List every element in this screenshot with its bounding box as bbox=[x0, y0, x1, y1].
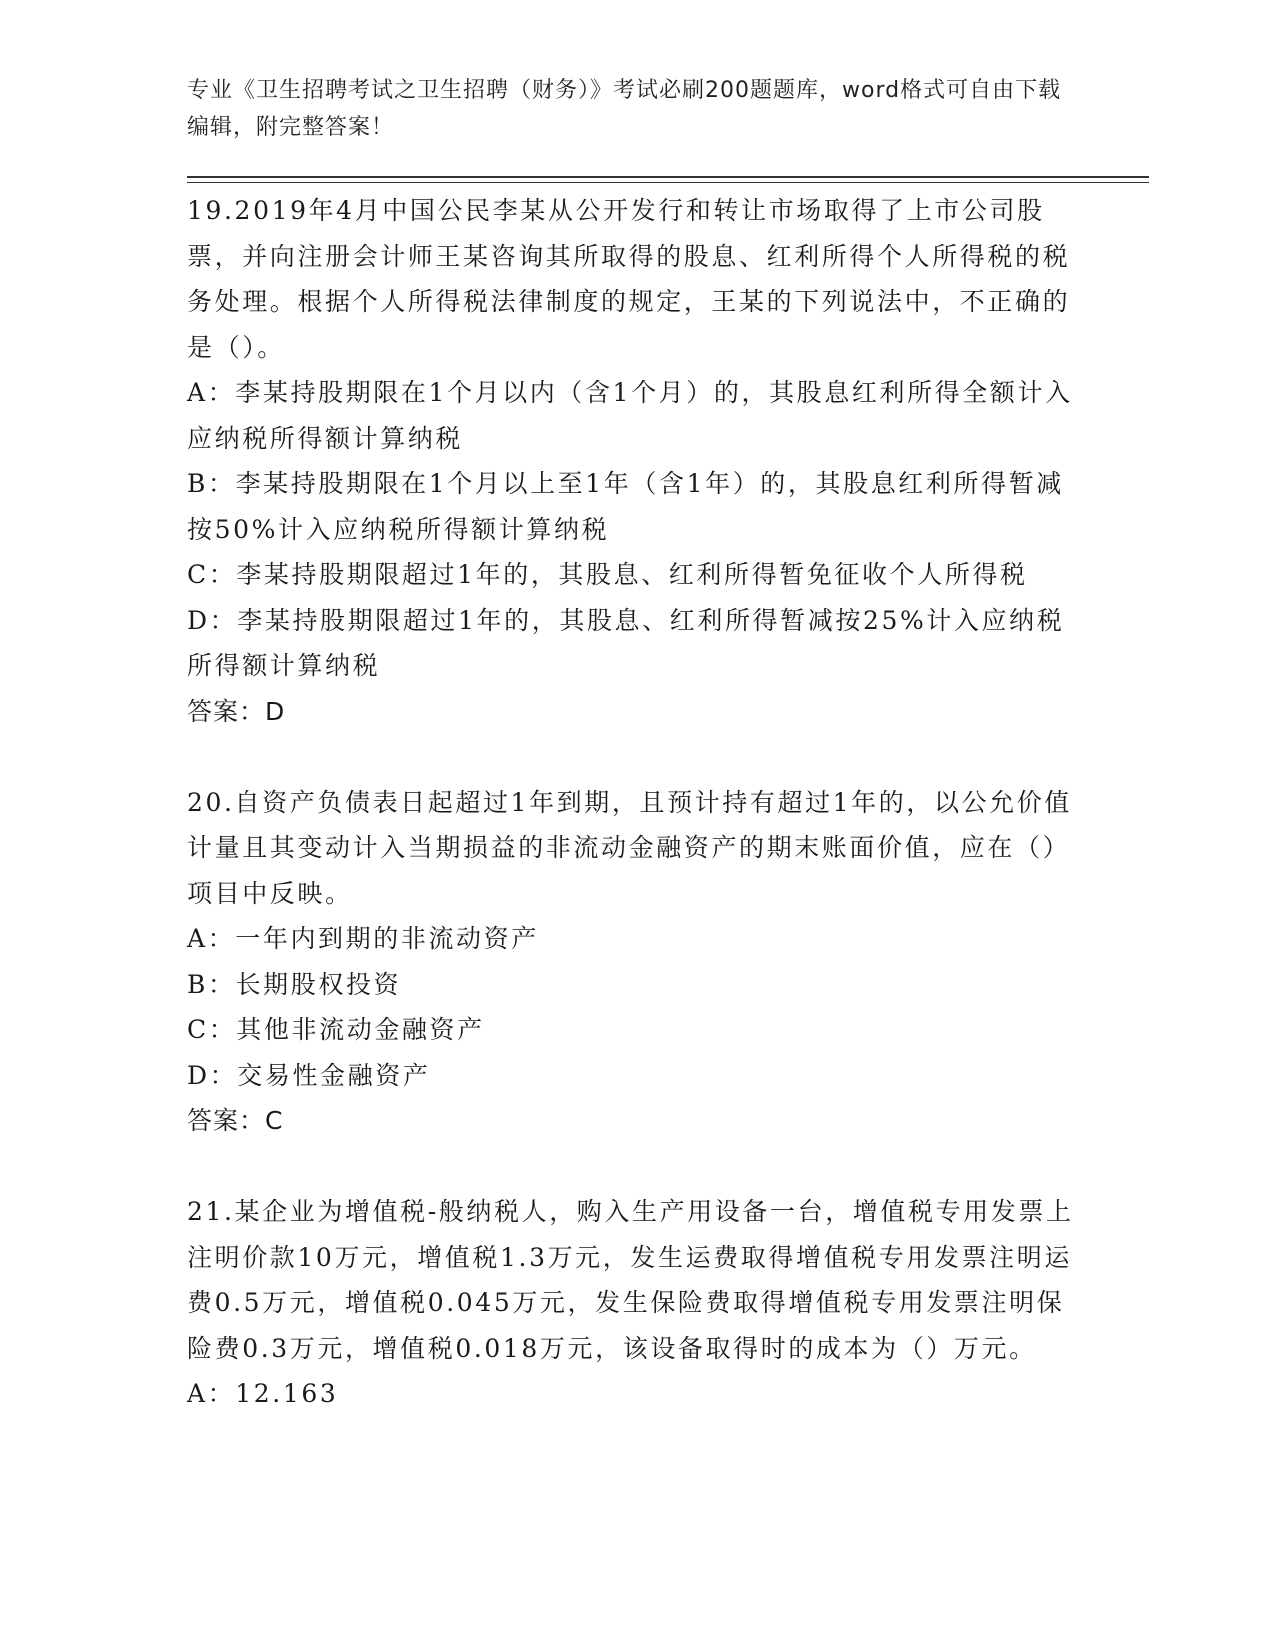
question-spacer bbox=[187, 1144, 1087, 1190]
option-b: B：李某持股期限在1个月以上至1年（含1年）的，其股息红利所得暂减按50%计入应纳税所得额计算纳税 bbox=[187, 469, 1064, 544]
document-header bbox=[187, 72, 1067, 146]
option-a: A：李某持股期限在1个月以内（含1个月）的，其股息红利所得全额计入应纳税所得额计算纳税 bbox=[187, 378, 1073, 453]
answer: 答案：C bbox=[187, 1106, 284, 1135]
option-d: D：交易性金融资产 bbox=[187, 1060, 431, 1090]
question-stem: 21.某企业为增值税-般纳税人，购入生产用设备一台，增值税专用发票上注明价款10万元，增值税1.3万元，发生运费取得增值税专用发票注明运费0.5万元，增值税0.045万元，发生保险费取得增值税专用发票注明保险费0.3万元，增值税0.018万元，该设备取得时的成本为（）万元。 bbox=[187, 1197, 1074, 1363]
question-stem: 20.自资产负债表日起超过1年到期，且预计持有超过1年的，以公允价值计量且其变动计入当期损益的非流动金融资产的期末账面价值，应在（）项目中反映。 bbox=[187, 787, 1072, 908]
question-spacer bbox=[187, 734, 1087, 780]
option-b: B：长期股权投资 bbox=[187, 969, 402, 999]
option-a: A：一年内到期的非流动资产 bbox=[187, 924, 539, 953]
question-20 bbox=[187, 780, 1087, 1144]
question-21 bbox=[187, 1189, 1087, 1417]
question-19 bbox=[187, 188, 1087, 734]
question-list bbox=[187, 188, 1087, 1417]
question-stem: 19.2019年4月中国公民李某从公开发行和转让市场取得了上市公司股票，并向注册会计师王某咨询其所取得的股息、红利所得个人所得税的税务处理。根据个人所得税法律制度的规定，王某的下列说法中，不正确的是（）。 bbox=[187, 196, 1071, 362]
header-text: 专业《卫生招聘考试之卫生招聘（财务）》考试必刷200题题库，word格式可自由下载编辑，附完整答案！ bbox=[187, 78, 1062, 140]
header-divider-thick bbox=[187, 176, 1149, 178]
option-c: C：李某持股期限超过1年的，其股息、红利所得暂免征收个人所得税 bbox=[187, 560, 1028, 589]
header-divider-thin bbox=[187, 182, 1149, 183]
option-a: A：12.163 bbox=[187, 1379, 339, 1408]
option-d: D：李某持股期限超过1年的，其股息、红利所得暂减按25%计入应纳税所得额计算纳税 bbox=[187, 605, 1065, 680]
option-c: C：其他非流动金融资产 bbox=[187, 1015, 485, 1044]
answer: 答案：D bbox=[187, 696, 286, 726]
